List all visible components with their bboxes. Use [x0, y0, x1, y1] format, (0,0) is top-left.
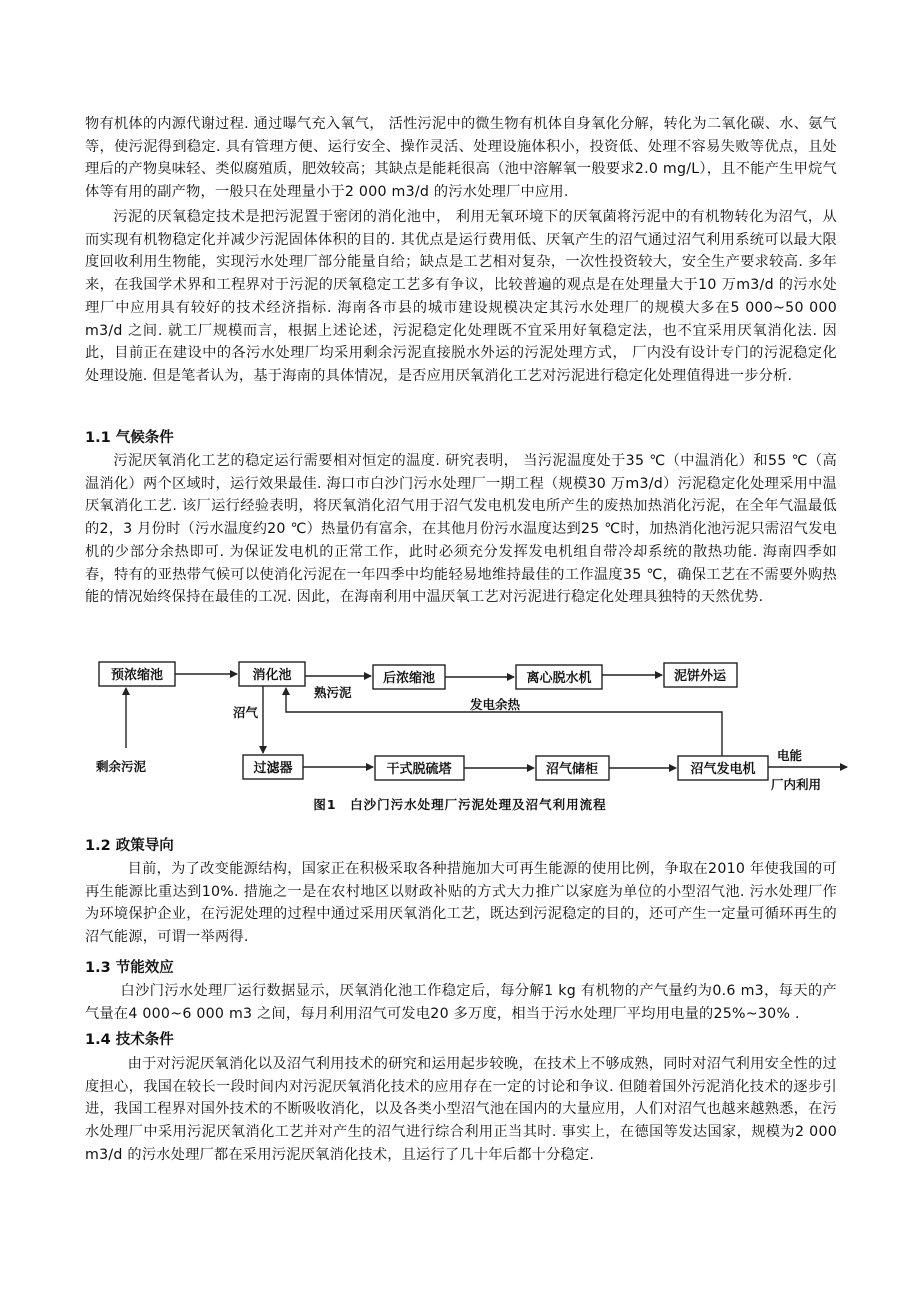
- paragraph-aerobic-stabilization: 物有机体的内源代谢过程. 通过曝气充入氧气， 活性污泥中的微生物有机体自身氧化分解，转化为二氧化碳、水、氨气等，使污泥得到稳定. 具有管理方便、运行安全、操作灵活、处理设施体积小，投资低、处理不容易失败等优点，且处理后的产物臭味轻、类似腐殖质，肥效较高；其缺点是能耗很高（池中溶解氧一般要求2.0 mg/L），且不能产生甲烷气体等有用的副产物，一般只在处理量小于2 000 m3/d 的污水处理厂中应用.: [85, 116, 837, 201]
- label-gas-holder: 沼气储柜: [545, 762, 599, 777]
- label-waste-heat: 发电余热: [470, 697, 521, 712]
- paragraph-energy-saving: 白沙门污水处理厂运行数据显示，厌氧消化池工作稳定后，每分解1 kg 有机物的产气量约为0.6 m3，每天的产气量在4 000~6 000 m3 之间，每月利用沼气可发电20 多万度，相当于污水处理厂平均用电量的25%~30% .: [85, 983, 837, 1022]
- section-heading-energy-saving: 1.3 节能效应: [85, 960, 174, 976]
- label-electricity: 电能: [777, 748, 803, 763]
- section-heading-policy: 1.2 政策导向: [85, 838, 174, 854]
- label-filter: 过滤器: [253, 761, 293, 776]
- label-residual-sludge: 剩余污泥: [96, 759, 147, 774]
- label-hot-sludge: 熟污泥: [314, 685, 352, 700]
- label-digester: 消化池: [252, 668, 292, 683]
- paragraph-anaerobic-stabilization: 污泥的厌氧稳定技术是把污泥置于密闭的消化池中， 利用无氧环境下的厌氧菌将污泥中的有机物转化为沼气，从而实现有机物稳定化并减少污泥固体体积的目的. 其优点是运行费用低、厌氧产生的沼气通过沼气利用系统可以最大限度回收利用生物能，实现污水处理厂部分能量自给；缺点是工艺相对复杂，一次性投资较大，安全生产要求较高. 多年来，在我国学术界和工程界对于污泥的厌氧稳定工艺多有争议，比较普遍的观点是在处理量大于10 万m3/d 的污水处理厂中应用具有较好的技术经济指标. 海南各市县的城市建设规模决定其污水处理厂的规模大多在5 000~50 000 m3/d 之间. 就工厂规模而言，根据上述论述，污泥稳定化处理既不宜采用好氧稳定法，也不宜采用厌氧消化法. 因此，目前正在建设中的各污水处理厂均采用剩余污泥直接脱水外运的污泥处理方式， 厂内没有设计专门的污泥稳定化处理设施. 但是笔者认为，基于海南的具体情况，是否应用厌氧消化工艺对污泥进行稳定化处理值得进一步分析.: [85, 209, 837, 384]
- label-cake-transport: 泥饼外运: [673, 669, 727, 684]
- label-centrifuge: 离心脱水机: [526, 671, 592, 686]
- label-pre-thickening-tank: 预浓缩池: [110, 668, 164, 683]
- paragraph-technical: 由于对污泥厌氧消化以及沼气利用技术的研究和运用起步较晚，在技术上不够成熟，同时对沼气利用安全性的过度担心，我国在较长一段时间内对污泥厌氧消化技术的应用存在一定的讨论和争议. 但随着国外污泥消化技术的逐步引进，我国工程界对国外技术的不断吸收消化，以及各类小型沼气池在国内的大量应用，人们对沼气也越来越熟悉，在污水处理厂中采用污泥厌氧消化工艺并对产生的沼气进行综合利用正当其时. 事实上，在德国等发达国家，规模为2 000 m3/d 的污水处理厂都在采用污泥厌氧消化技术，且运行了几十年后都十分稳定.: [85, 1056, 837, 1163]
- label-post-thickening-tank: 后浓缩池: [382, 671, 436, 686]
- figure-caption: 图1 白沙门污水处理厂污泥处理及沼气利用流程: [313, 797, 607, 812]
- label-biogas: 沼气: [233, 705, 259, 720]
- label-biogas-generator: 沼气发电机: [690, 762, 756, 777]
- section-heading-climate: 1.1 气候条件: [85, 430, 174, 446]
- paragraph-climate: 污泥厌氧消化工艺的稳定运行需要相对恒定的温度. 研究表明， 当污泥温度处于35 ℃（中温消化）和55 ℃（高温消化）两个区域时，运行效果最佳. 海口市白沙门污水处理厂一期工程（规模30 万m3/d）污泥稳定化处理采用中温厌氧消化工艺. 该厂运行经验表明，将厌氧消化沼气用于沼气发电机发电所产生的废热加热消化污泥，在全年气温最低的2，3 月份时（污水温度约20 ℃）热量仍有富余，在其他月份污水温度达到25 ℃时，加热消化池污泥只需沼气发电机的少部分余热即可. 为保证发电机的正常工作，此时必须充分发挥发电机组自带冷却系统的散热功能. 海南四季如春，特有的亚热带气候可以使消化污泥在一年四季中均能轻易地维持最佳的工作温度35 ℃，确保工艺在不需要外购热能的情况始终保持在最佳的工况. 因此，在海南利用中温厌氧工艺对污泥进行稳定化处理具独特的天然优势.: [85, 453, 837, 606]
- label-desulfurization-tower: 干式脱硫塔: [386, 762, 452, 777]
- section-heading-technical: 1.4 技术条件: [85, 1032, 174, 1048]
- label-plant-use: 厂内利用: [771, 777, 822, 792]
- paragraph-policy: 目前，为了改变能源结构，国家正在积极采取各种措施加大可再生能源的使用比例，争取在2010 年使我国的可再生能源比重达到10%. 措施之一是在农村地区以财政补贴的方式大力推广以家庭为单位的小型沼气池. 污水处理厂作为环境保护企业，在污泥处理的过程中通过采用厌氧消化工艺，既达到污泥稳定的目的，还可产生一定量可循环再生的沼气能源，可谓一举两得.: [85, 861, 837, 946]
